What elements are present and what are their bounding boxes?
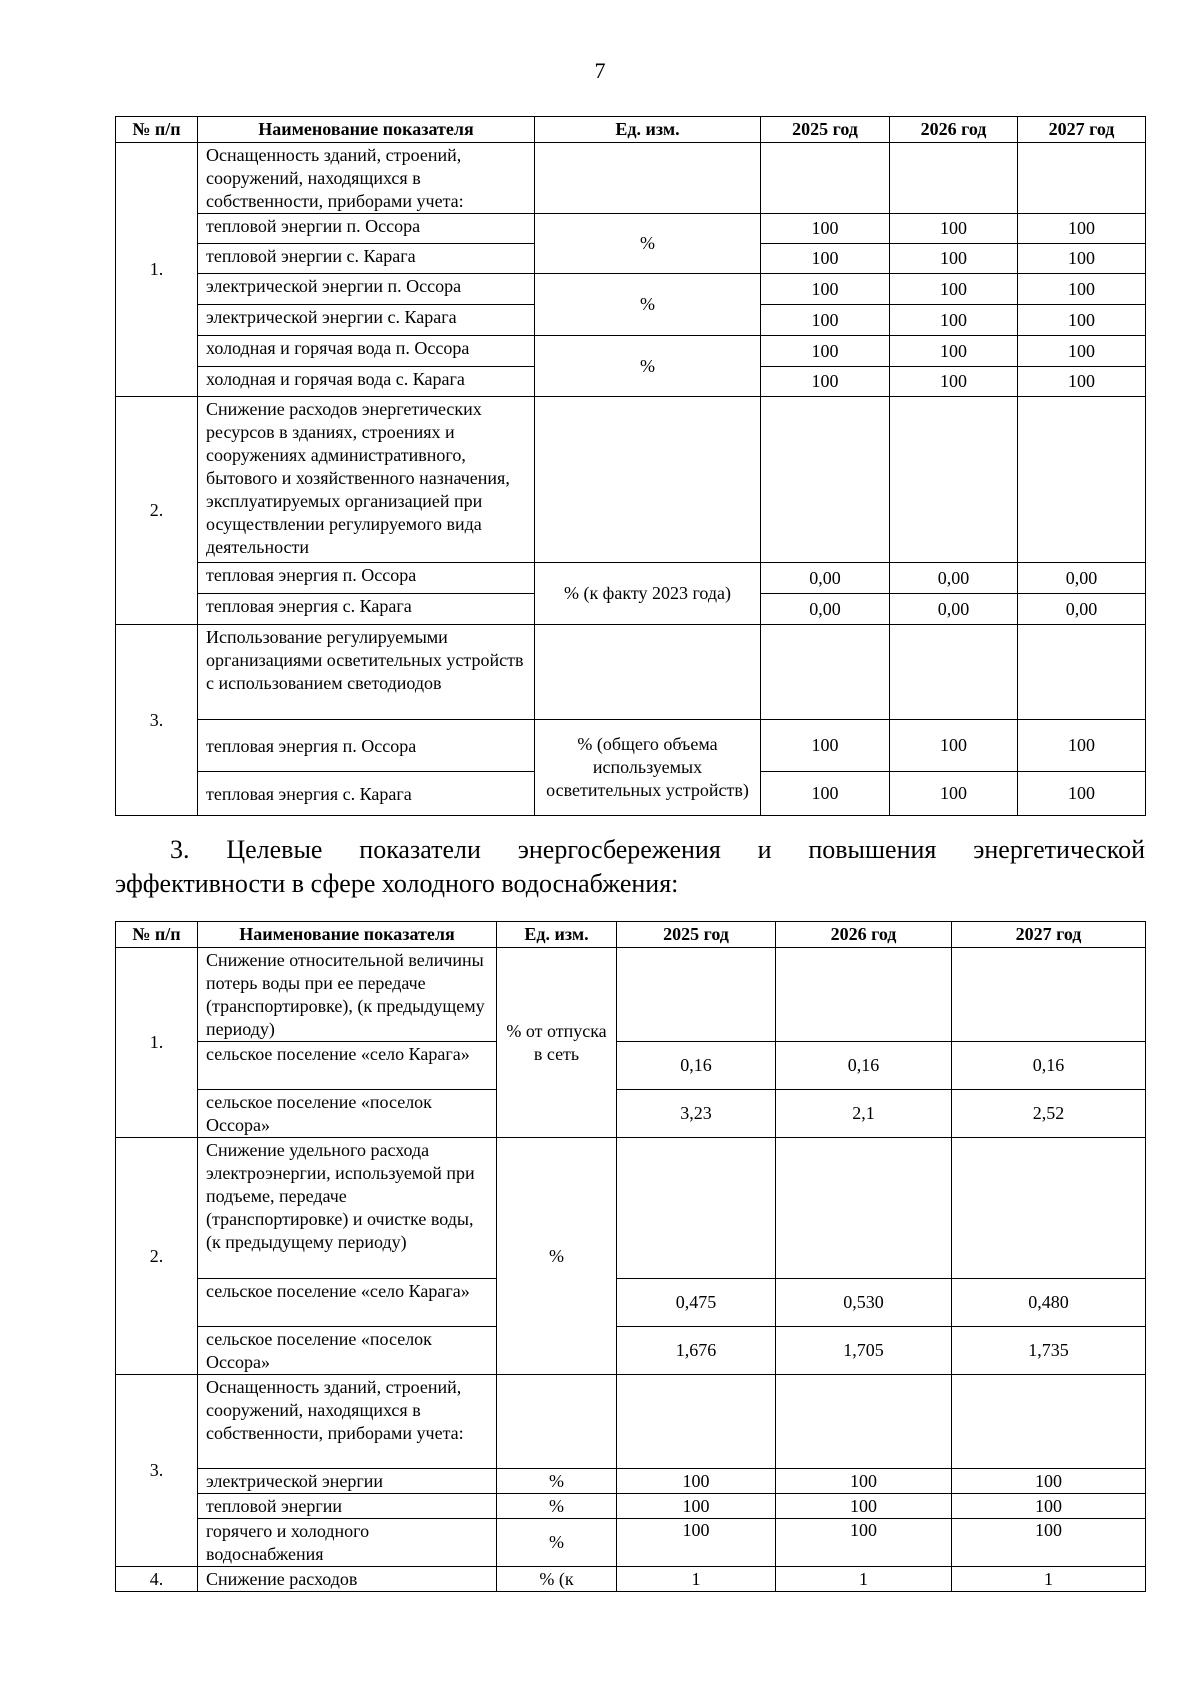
value-2026: 1,705 <box>776 1327 952 1375</box>
table-row <box>116 214 1146 244</box>
table-row <box>116 1279 1146 1327</box>
empty-cell <box>1018 143 1146 214</box>
value-2026: 100 <box>890 214 1018 244</box>
value-2025: 1,676 <box>617 1327 776 1375</box>
indicators-table-heat <box>115 116 1146 816</box>
indicator-name: горячего и холодного водоснабжения <box>198 1519 497 1567</box>
value-2025: 100 <box>761 214 890 244</box>
indicator-name: тепловая энергия п. Оссора <box>198 720 535 772</box>
value-2027: 100 <box>1018 244 1146 274</box>
unit-cell: % <box>497 1494 617 1519</box>
value-2025: 100 <box>617 1494 776 1519</box>
value-2025: 100 <box>761 367 890 397</box>
value-2027: 1,735 <box>952 1327 1146 1375</box>
value-2026: 0,530 <box>776 1279 952 1327</box>
value-2025: 100 <box>617 1519 776 1567</box>
row-number: 2. <box>116 397 198 625</box>
indicator-name: тепловой энергии <box>198 1494 497 1519</box>
table-row <box>116 336 1146 367</box>
indicators-table-water <box>115 921 1146 1592</box>
empty-cell <box>890 143 1018 214</box>
value-2025: 0,00 <box>761 594 890 625</box>
table-row <box>116 1090 1146 1138</box>
table-header-row <box>116 922 1146 948</box>
empty-cell <box>952 948 1146 1042</box>
table-row <box>116 274 1146 305</box>
table-row <box>116 563 1146 594</box>
column-header: 2027 год <box>1018 117 1146 143</box>
value-2027: 100 <box>1018 772 1146 816</box>
value-2025: 100 <box>761 720 890 772</box>
indicator-name: электрической энергии с. Карага <box>198 305 535 336</box>
unit-cell: % <box>497 1138 617 1375</box>
value-2025: 0,475 <box>617 1279 776 1327</box>
value-2025: 0,16 <box>617 1042 776 1090</box>
value-2027: 2,52 <box>952 1090 1146 1138</box>
value-2026: 100 <box>776 1519 952 1567</box>
empty-cell <box>890 397 1018 563</box>
value-2026: 2,1 <box>776 1090 952 1138</box>
table-header-row <box>116 117 1146 143</box>
unit-cell: % (к <box>497 1567 617 1592</box>
indicator-title: Оснащенность зданий, строений, сооружений, находящихся в собственности, приборами учета: <box>198 143 535 214</box>
unit-cell: % (общего объема используемых осветительных устройств) <box>535 720 761 816</box>
value-2025: 100 <box>761 274 890 305</box>
value-2027: 100 <box>1018 367 1146 397</box>
empty-cell <box>776 1138 952 1279</box>
table-row <box>116 1519 1146 1567</box>
indicator-title: Снижение удельного расхода электроэнергии, используемой при подъеме, передаче (транспортировке) и очистке воды, (к предыдущему периоду) <box>198 1138 497 1279</box>
indicator-name: тепловая энергия с. Карага <box>198 594 535 625</box>
unit-cell: % от отпуска в сеть <box>497 948 617 1138</box>
row-number: 3. <box>116 1375 198 1567</box>
column-header: № п/п <box>116 117 198 143</box>
value-2026: 1 <box>776 1567 952 1592</box>
empty-cell <box>1018 625 1146 720</box>
table-row <box>116 1494 1146 1519</box>
indicator-name: холодная и горячая вода с. Карага <box>198 367 535 397</box>
value-2026: 100 <box>890 244 1018 274</box>
column-header: 2027 год <box>952 922 1146 948</box>
empty-cell <box>617 948 776 1042</box>
unit-cell: % (к факту 2023 года) <box>535 563 761 625</box>
empty-cell <box>497 1375 617 1469</box>
value-2027: 0,00 <box>1018 594 1146 625</box>
table-row <box>116 625 1146 720</box>
unit-cell: % <box>497 1519 617 1567</box>
value-2027: 100 <box>1018 274 1146 305</box>
indicator-name: сельское поселение «поселок Оссора» <box>198 1090 497 1138</box>
value-2026: 0,16 <box>776 1042 952 1090</box>
row-number: 3. <box>116 625 198 816</box>
table-row <box>116 1138 1146 1279</box>
value-2027: 100 <box>1018 305 1146 336</box>
section-heading-line2: эффективности в сфере холодного водоснабжения: <box>115 869 679 898</box>
indicator-title: Использование регулируемыми организациями осветительных устройств с использованием светодиодов <box>198 625 535 720</box>
empty-cell <box>890 625 1018 720</box>
table-row <box>116 1375 1146 1469</box>
value-2025: 100 <box>761 244 890 274</box>
value-2027: 100 <box>952 1519 1146 1567</box>
value-2025: 100 <box>761 772 890 816</box>
value-2026: 0,00 <box>890 563 1018 594</box>
table-row <box>116 397 1146 563</box>
empty-cell <box>952 1138 1146 1279</box>
indicator-name: электрической энергии <box>198 1469 497 1494</box>
column-header: 2025 год <box>761 117 890 143</box>
value-2027: 1 <box>952 1567 1146 1592</box>
table-row <box>116 1327 1146 1375</box>
value-2026: 100 <box>890 772 1018 816</box>
value-2026: 100 <box>890 336 1018 367</box>
section-heading-line1: 3. Целевые показатели энергосбережения и повышения энергетической <box>170 835 1145 864</box>
unit-cell: % <box>535 336 761 397</box>
empty-cell <box>535 397 761 563</box>
table-row <box>116 1469 1146 1494</box>
table-row <box>116 1567 1146 1592</box>
value-2027: 0,480 <box>952 1279 1146 1327</box>
indicator-name: сельское поселение «село Карага» <box>198 1279 497 1327</box>
column-header: Наименование показателя <box>198 922 497 948</box>
value-2027: 100 <box>1018 336 1146 367</box>
table-row <box>116 143 1146 214</box>
value-2027: 100 <box>1018 720 1146 772</box>
empty-cell <box>617 1138 776 1279</box>
value-2025: 100 <box>617 1469 776 1494</box>
empty-cell <box>617 1375 776 1469</box>
indicator-title: Оснащенность зданий, строений, сооружений, находящихся в собственности, приборами учета: <box>198 1375 497 1469</box>
value-2026: 100 <box>890 305 1018 336</box>
row-number: 2. <box>116 1138 198 1375</box>
table-row <box>116 948 1146 1042</box>
indicator-title: Снижение относительной величины потерь воды при ее передаче (транспортировке), (к предыдущему периоду) <box>198 948 497 1042</box>
table-row <box>116 720 1146 772</box>
row-number: 4. <box>116 1567 198 1592</box>
value-2026: 100 <box>890 274 1018 305</box>
value-2025: 100 <box>761 305 890 336</box>
empty-cell <box>761 397 890 563</box>
value-2027: 100 <box>952 1494 1146 1519</box>
value-2025: 3,23 <box>617 1090 776 1138</box>
empty-cell <box>535 143 761 214</box>
indicator-name: электрической энергии п. Оссора <box>198 274 535 305</box>
value-2027: 0,00 <box>1018 563 1146 594</box>
indicator-name: тепловая энергия с. Карага <box>198 772 535 816</box>
indicator-name: сельское поселение «село Карага» <box>198 1042 497 1090</box>
column-header: Наименование показателя <box>198 117 535 143</box>
column-header: Ед. изм. <box>497 922 617 948</box>
indicator-name: тепловой энергии с. Карага <box>198 244 535 274</box>
column-header: 2025 год <box>617 922 776 948</box>
value-2027: 100 <box>1018 214 1146 244</box>
value-2026: 100 <box>890 720 1018 772</box>
value-2026: 0,00 <box>890 594 1018 625</box>
row-number: 1. <box>116 948 198 1138</box>
section-heading <box>115 833 1145 901</box>
value-2025: 100 <box>761 336 890 367</box>
indicator-name: сельское поселение «поселок Оссора» <box>198 1327 497 1375</box>
column-header: № п/п <box>116 922 198 948</box>
empty-cell <box>776 1375 952 1469</box>
row-number: 1. <box>116 143 198 397</box>
column-header: 2026 год <box>776 922 952 948</box>
indicator-title: Снижение расходов <box>198 1567 497 1592</box>
value-2027: 100 <box>952 1469 1146 1494</box>
indicator-name: тепловой энергии п. Оссора <box>198 214 535 244</box>
column-header: 2026 год <box>890 117 1018 143</box>
value-2025: 0,00 <box>761 563 890 594</box>
value-2026: 100 <box>890 367 1018 397</box>
value-2026: 100 <box>776 1494 952 1519</box>
empty-cell <box>776 948 952 1042</box>
empty-cell <box>535 625 761 720</box>
indicator-title: Снижение расходов энергетических ресурсов в зданиях, строениях и сооружениях административного, бытового и хозяйственного назначения, эксплуатируемых организацией при осуществлении регулируемого вида деятельности <box>198 397 535 563</box>
unit-cell: % <box>535 274 761 336</box>
indicator-name: холодная и горячая вода п. Оссора <box>198 336 535 367</box>
value-2026: 100 <box>776 1469 952 1494</box>
unit-cell: % <box>535 214 761 274</box>
unit-cell: % <box>497 1469 617 1494</box>
value-2025: 1 <box>617 1567 776 1592</box>
empty-cell <box>761 625 890 720</box>
empty-cell <box>952 1375 1146 1469</box>
table-row <box>116 1042 1146 1090</box>
empty-cell <box>1018 397 1146 563</box>
value-2027: 0,16 <box>952 1042 1146 1090</box>
column-header: Ед. изм. <box>535 117 761 143</box>
page-number: 7 <box>594 58 606 83</box>
indicator-name: тепловая энергия п. Оссора <box>198 563 535 594</box>
empty-cell <box>761 143 890 214</box>
